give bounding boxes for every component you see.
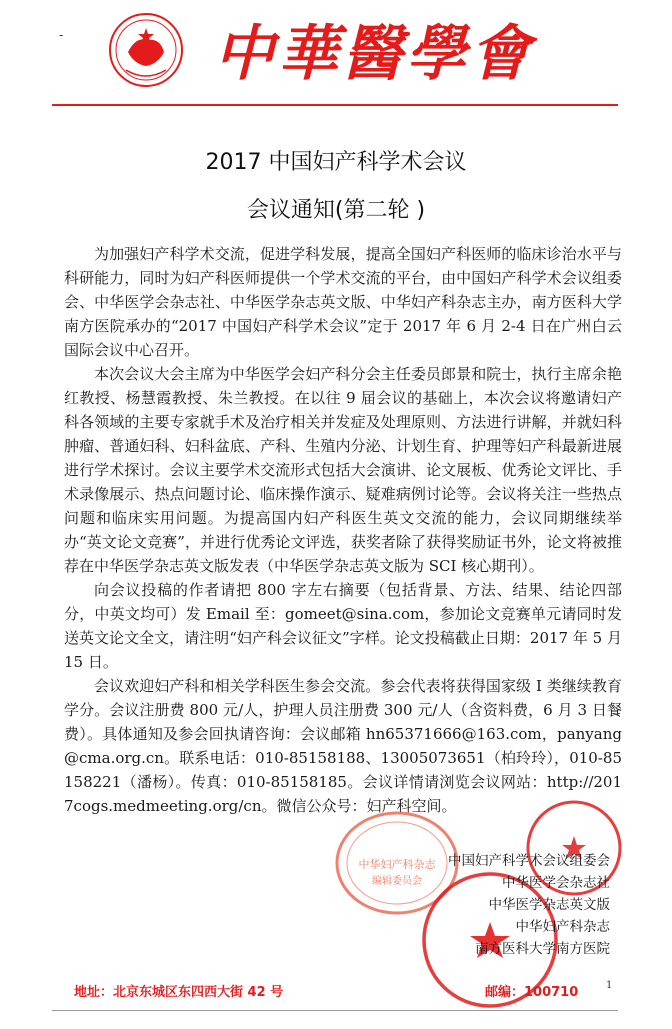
- header-divider: [52, 104, 618, 106]
- organizer-line: 中国妇产科学术会议组委会: [448, 853, 610, 869]
- organizer-signatures: [410, 850, 610, 960]
- organizer-line: 中华妇产科杂志: [515, 919, 610, 935]
- association-logo: [108, 12, 184, 88]
- header-dash: -: [59, 28, 64, 42]
- organizer-line: 南方医科大学南方医院: [475, 941, 610, 957]
- paragraph-intro: 为加强妇产科学术交流，促进学科发展，提高全国妇产科医师的临床诊治水平与科研能力，同时为妇产科医师提供一个学术交流的平台，由中国妇产科学术会议组委会、中华医学会杂志社、中华医学杂志英文版、中华妇产科杂志主办，南方医科大学南方医院承办的“2017 中国妇产科学术会议”定于 2017 年 6 月 2-4 日在广州白云国际会议中心召开。: [64, 245, 622, 359]
- notice-body: [64, 242, 622, 818]
- svg-text:编辑委员会: 编辑委员会: [372, 876, 422, 887]
- paragraph-chairs: 本次会议大会主席为中华医学会妇产科分会主任委员郎景和院士，执行主席余艳红教授、杨慧霞教授、朱兰教授。在以往 9 届会议的基础上，本次会议将邀请妇产科各领域的主要专家就手术及治疗相关并发症及处理原则、方法进行讲解，并就妇科肿瘤、普通妇科、妇科盆底、产科、生殖内分泌、计划生育、护理等妇产科最新进展进行学术探讨。会议主要学术交流形式包括大会演讲、论文展板、优秀论文评比、手术录像展示、热点问题讨论、临床操作演示、疑难病例讨论等。会议将关注一些热点问题和临床实用问题。为提高国内妇产科医生英文交流的能力，会议同期继续举办“英文论文竞赛”，并进行优秀论文评选，获奖者除了获得奖励证书外，论文将被推荐在中华医学杂志英文版发表（中华医学杂志英文版为 SCI 核心期刊）。: [64, 365, 622, 575]
- footer-divider: [52, 1010, 618, 1011]
- document-title: 2017 中国妇产科学术会议: [205, 150, 467, 175]
- footer-zip: 邮编：100710: [485, 985, 579, 1000]
- footer-address: 地址：北京东城区东四西大街 42 号: [74, 985, 284, 1000]
- organizer-line: 中华医学会杂志社: [502, 875, 610, 891]
- svg-text:中华妇产科杂志: 中华妇产科杂志: [358, 858, 436, 871]
- organizer-line: 中华医学杂志英文版: [488, 897, 610, 913]
- document-subtitle: 会议通知(第二轮 ): [246, 198, 426, 223]
- page-number: 1: [606, 980, 613, 991]
- paragraph-submission: 向会议投稿的作者请把 800 字左右摘要（包括背景、方法、结果、结论四部分，中英文均可）发 Email 至：gomeet@sina.com，参加论文竞赛单元请同时发送英文论文全文，请注明“妇产科会议征文”字样。论文投稿截止日期：2017 年 5 月 15 日。: [64, 581, 622, 671]
- masthead-title: 中華醫學會: [214, 19, 534, 89]
- letterhead: [0, 0, 672, 120]
- paragraph-registration: 会议欢迎妇产科和相关学科医生参会交流。参会代表将获得国家级 I 类继续教育学分。会议注册费 800 元/人，护理人员注册费 300 元/人（含资料费，6 月 3 日餐费）。具体通知及参会回执请咨询：会议邮箱 hn65371666@163.com，panyang@cma.org.cn。联系电话：010-85158188、13005073651（柏玲玲），010-85158221（潘杨）。传真：010-85158185。会议详情请浏览会议网站：http://2017cogs.medmeeting.org/cn。微信公众号：妇产科空间。: [64, 677, 622, 815]
